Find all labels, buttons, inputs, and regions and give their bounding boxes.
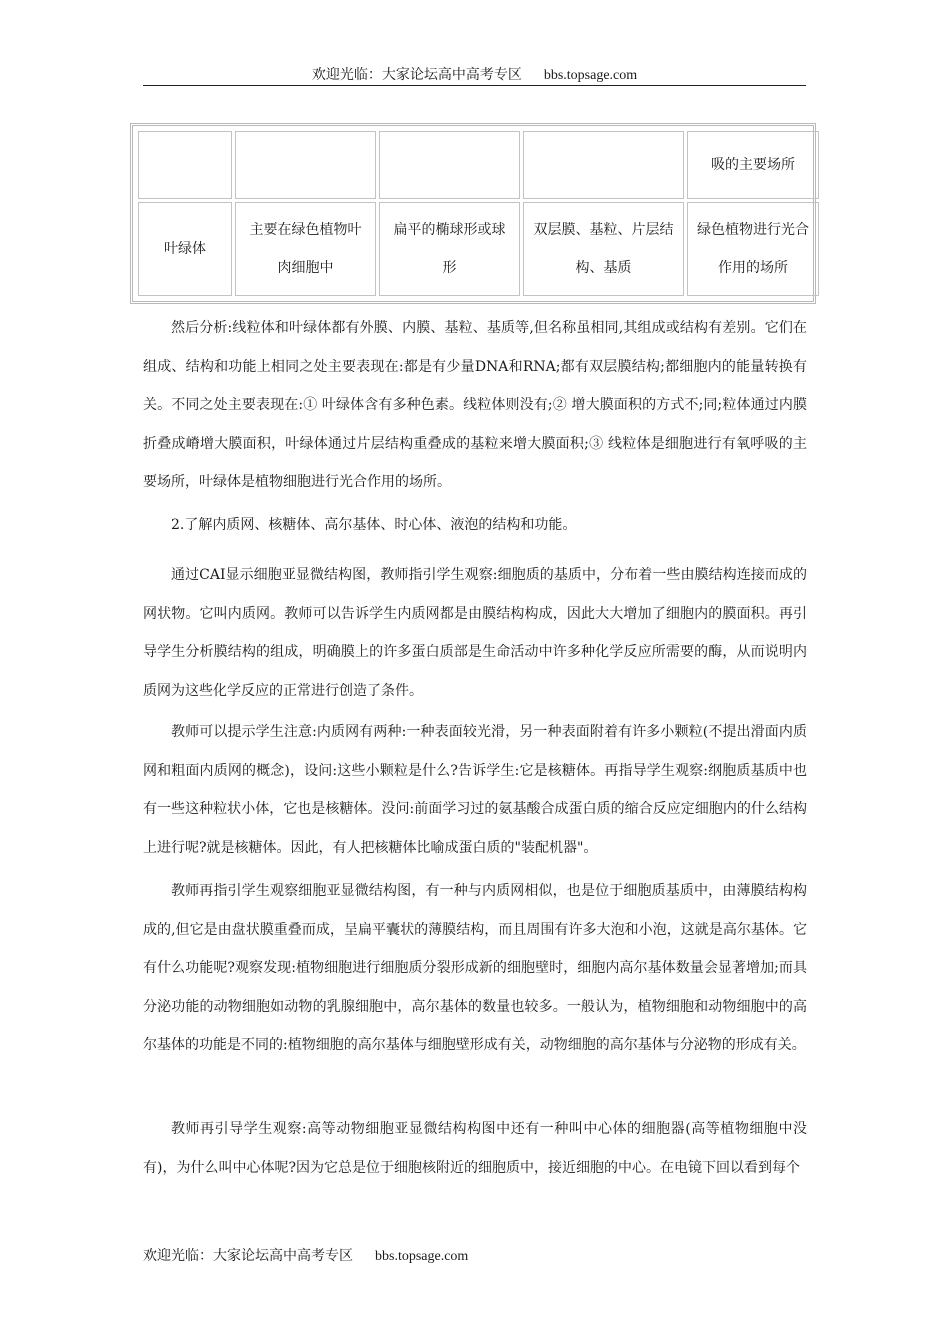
table-cell	[523, 131, 684, 199]
paragraph-ribosome: 教师可以提示学生注意:内质网有两种:一种表面较光滑，另一种表面附着有许多小颗粒(不提出滑面内质网和粗面内质网的概念)，设问:这些小颗粒是什么?告诉学生:它是核糖体。再指导学生观察:纲胞质基质中也有一些这种粒状小体，它也是核糖体。没问:前面学习过的氨基酸合成蛋白质的缩合反应定细胞内的什么结构上进行呢?就是核糖体。因此，有人把核糖体比喻成蛋白质的"装配机器"。	[143, 724, 807, 856]
paragraph-section-heading: 2.了解内质网、核糖体、高尔基体、时心体、液泡的结构和功能。	[171, 517, 577, 533]
header-site-link[interactable]: bbs.topsage.com	[543, 68, 638, 83]
header-welcome-text: 欢迎光临：大家论坛高中高考专区	[311, 67, 522, 83]
paragraph-endoplasmic-reticulum: 通过CAI显示细胞亚显微结构图，教师指引学生观察:细胞质的基质中，分布着一些由膜结构连接而成的网状物。它叫内质网。教师可以告诉学生内质网都是由膜结构构成，因此大大增加了细胞内的膜面积。再引导学生分析膜结构的组成，明确膜上的许多蛋白质部是生命活动中许多种化学反应所需要的酶，从而说明内质网为这些化学反应的正常进行创造了条件。	[143, 567, 807, 699]
table-cell: 绿色植物进行光合作用的场所	[687, 202, 819, 296]
table-row	[138, 202, 819, 296]
table-cell	[379, 131, 520, 199]
table-cell: 双层膜、基粒、片层结构、基质	[523, 202, 684, 296]
table-cell: 叶绿体	[138, 202, 232, 296]
footer-site-link[interactable]: bbs.topsage.com	[375, 1249, 469, 1264]
organelle-table-frame	[130, 123, 816, 304]
header-divider	[143, 85, 806, 86]
paragraph-golgi: 教师再指引学生观察细胞亚显微结构图，有一种与内质网相似，也是位于细胞质基质中，由薄膜结构构成的,但它是由盘状膜重叠而成，呈扁平囊状的薄膜结构，而且周围有许多大泡和小泡，这就是高尔基体。它有什么功能呢?观察发现:植物细胞进行细胞质分裂形成新的细胞壁时，细胞内高尔基体数量会显著增加;而具分泌功能的动物细胞如动物的乳腺细胞中，高尔基体的数量也较多。一般认为，植物细胞和动物细胞中的高尔基体的功能是不同的:植物细胞的高尔基体与细胞壁形成有关，动物细胞的高尔基体与分泌物的形成有关。	[143, 883, 807, 1053]
footer-welcome-text: 欢迎光临：大家论坛高中高考专区	[143, 1248, 353, 1264]
table-cell: 扁平的椭球形或球形	[379, 202, 520, 296]
table-cell	[138, 131, 232, 199]
organelle-table	[135, 128, 822, 299]
page-footer	[143, 1247, 468, 1266]
table-cell	[235, 131, 376, 199]
page-header	[143, 66, 806, 85]
paragraph-centrosome: 教师再引导学生观察:高等动物细胞亚显微结构构图中还有一种叫中心体的细胞器(高等植物细胞中没有)，为什么叫中心体呢?因为它总是位于细胞核附近的细胞质中，接近细胞的中心。在电镜下回以看到每个	[143, 1121, 807, 1176]
table-cell: 主要在绿色植物叶肉细胞中	[235, 202, 376, 296]
paragraph-comparison: 然后分析:线粒体和叶绿体都有外膜、内膜、基粒、基质等,但名称虽相同,其组成或结构有差别。它们在组成、结构和功能上相同之处主要表现在:都是有少量DNA和RNA;都有双层膜结构;都细胞内的能量转换有关。不同之处主要表现在:① 叶绿体含有多种色素。线粒体则没有;② 增大膜面积的方式不;同;粒体通过内膜折叠成嵴增大膜面积，叶绿体通过片层结构重叠成的基粒来增大膜面积;③ 线粒体是细胞进行有氧呼吸的主要场所，叶绿体是植物细胞进行光合作用的场所。	[143, 320, 807, 490]
table-cell: 吸的主要场所	[687, 131, 819, 199]
table-row	[138, 131, 819, 199]
